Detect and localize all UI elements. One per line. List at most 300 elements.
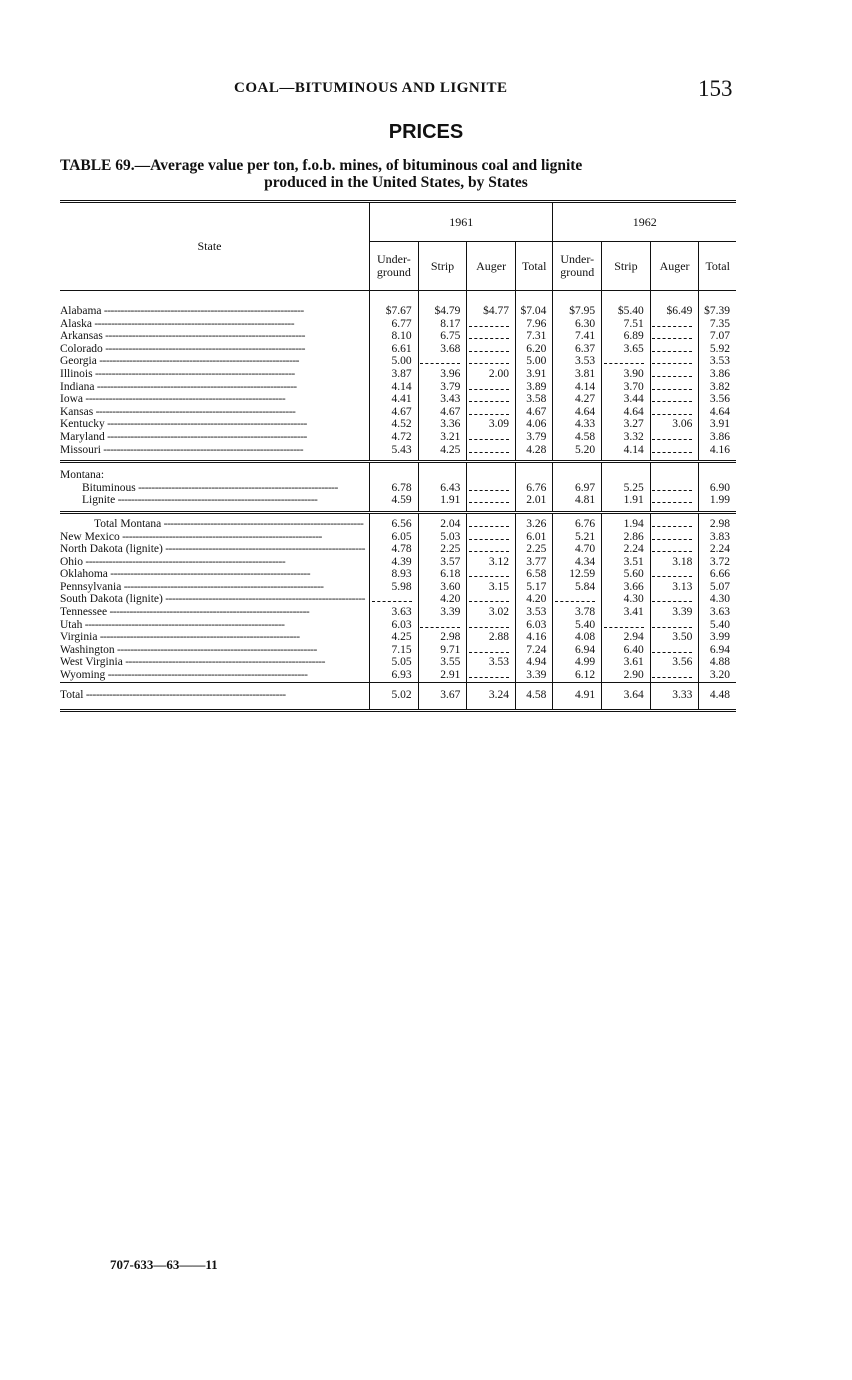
value-cell — [467, 462, 516, 482]
value-cell: $7.04 — [515, 305, 552, 318]
column-header: Total — [699, 242, 736, 291]
value-cell: 3.36 — [418, 418, 467, 431]
value-cell: 4.81 — [553, 494, 602, 512]
value-cell — [602, 355, 651, 368]
value-cell: 4.70 — [553, 543, 602, 556]
column-header: Under- ground — [370, 242, 419, 291]
state-cell: Alaska ----- — [60, 318, 370, 331]
value-cell — [650, 406, 699, 419]
value-cell: 6.43 — [418, 482, 467, 495]
value-cell: 4.52 — [370, 418, 419, 431]
value-cell — [650, 355, 699, 368]
value-cell: 4.39 — [370, 556, 419, 569]
table-row — [60, 368, 736, 381]
state-cell: Montana: — [60, 469, 105, 482]
table-row — [60, 593, 736, 606]
value-cell: 3.72 — [699, 556, 736, 569]
value-cell: 4.91 — [553, 682, 602, 711]
value-cell: 3.63 — [370, 606, 419, 619]
table-row — [60, 512, 736, 530]
value-cell: 3.78 — [553, 606, 602, 619]
value-cell: 3.83 — [699, 531, 736, 544]
table-row — [60, 444, 736, 462]
value-cell: 3.89 — [515, 381, 552, 394]
value-cell: 3.56 — [650, 656, 699, 669]
value-cell — [467, 512, 516, 530]
value-cell: 4.94 — [515, 656, 552, 669]
value-cell: 5.00 — [370, 355, 419, 368]
table-row — [60, 305, 736, 318]
value-cell: 4.48 — [699, 682, 736, 711]
column-header: Auger — [650, 242, 699, 291]
value-cell: 6.76 — [515, 482, 552, 495]
value-cell: 6.94 — [553, 644, 602, 657]
state-cell: Total ----- — [60, 682, 370, 711]
value-cell: 3.66 — [602, 581, 651, 594]
value-cell: 3.91 — [515, 368, 552, 381]
value-cell: 12.59 — [553, 568, 602, 581]
state-cell: West Virginia ----- — [60, 656, 370, 669]
value-cell — [467, 482, 516, 495]
table-row — [60, 619, 736, 632]
value-cell: $6.49 — [650, 305, 699, 318]
value-cell: 2.01 — [515, 494, 552, 512]
value-cell: 3.63 — [699, 606, 736, 619]
value-cell: 3.55 — [418, 656, 467, 669]
value-cell — [467, 593, 516, 606]
value-cell: 3.12 — [467, 556, 516, 569]
column-header: Strip — [418, 242, 467, 291]
price-table — [60, 200, 736, 712]
state-cell: Georgia ----- — [60, 355, 370, 368]
value-cell: 3.18 — [650, 556, 699, 569]
value-cell — [650, 343, 699, 356]
value-cell — [467, 669, 516, 682]
group-heading-row — [60, 462, 736, 482]
value-cell: 1.99 — [699, 494, 736, 512]
value-cell: $7.95 — [553, 305, 602, 318]
value-cell — [650, 494, 699, 512]
value-cell — [650, 593, 699, 606]
value-cell — [467, 568, 516, 581]
value-cell — [418, 462, 467, 482]
value-cell: 4.88 — [699, 656, 736, 669]
value-cell: 3.77 — [515, 556, 552, 569]
value-cell: 2.25 — [515, 543, 552, 556]
value-cell: 4.16 — [515, 631, 552, 644]
value-cell: 6.97 — [553, 482, 602, 495]
value-cell: $4.77 — [467, 305, 516, 318]
state-cell: Indiana ----- — [60, 381, 370, 394]
value-cell — [602, 619, 651, 632]
value-cell — [553, 291, 602, 306]
value-cell — [467, 431, 516, 444]
table-row — [60, 343, 736, 356]
value-cell: 5.03 — [418, 531, 467, 544]
value-cell: 3.87 — [370, 368, 419, 381]
table-row — [60, 330, 736, 343]
value-cell: 1.94 — [602, 512, 651, 530]
value-cell: 2.00 — [467, 368, 516, 381]
value-cell — [602, 291, 651, 306]
year-header: 1962 — [553, 202, 736, 242]
state-cell: Ohio ----- — [60, 556, 370, 569]
table-row — [60, 431, 736, 444]
value-cell — [650, 619, 699, 632]
value-cell: 3.82 — [699, 381, 736, 394]
value-cell: 4.16 — [699, 444, 736, 462]
value-cell: 3.02 — [467, 606, 516, 619]
state-cell: New Mexico ----- — [60, 531, 370, 544]
print-code: 707-633—63——11 — [110, 1257, 218, 1272]
value-cell: 3.21 — [418, 431, 467, 444]
value-cell: 6.05 — [370, 531, 419, 544]
value-cell: 4.64 — [602, 406, 651, 419]
value-cell: 4.58 — [553, 431, 602, 444]
value-cell: 2.98 — [418, 631, 467, 644]
value-cell: $7.67 — [370, 305, 419, 318]
value-cell: 2.91 — [418, 669, 467, 682]
value-cell — [650, 512, 699, 530]
value-cell: 3.27 — [602, 418, 651, 431]
value-cell — [467, 381, 516, 394]
value-cell: 6.61 — [370, 343, 419, 356]
value-cell: 3.81 — [553, 368, 602, 381]
table-row — [60, 556, 736, 569]
value-cell: 5.84 — [553, 581, 602, 594]
value-cell — [467, 393, 516, 406]
value-cell — [699, 291, 736, 306]
value-cell — [650, 444, 699, 462]
value-cell: 6.37 — [553, 343, 602, 356]
value-cell — [467, 343, 516, 356]
value-cell: 9.71 — [418, 644, 467, 657]
value-cell — [650, 393, 699, 406]
value-cell: 6.18 — [418, 568, 467, 581]
value-cell — [467, 494, 516, 512]
value-cell: 6.20 — [515, 343, 552, 356]
value-cell — [467, 318, 516, 331]
value-cell: 3.65 — [602, 343, 651, 356]
value-cell — [650, 462, 699, 482]
value-cell: 3.53 — [515, 606, 552, 619]
value-cell: 3.64 — [602, 682, 651, 711]
value-cell: 3.99 — [699, 631, 736, 644]
value-cell: 1.91 — [602, 494, 651, 512]
value-cell: 2.94 — [602, 631, 651, 644]
value-cell: 4.20 — [418, 593, 467, 606]
table-row — [60, 568, 736, 581]
section-title: PRICES — [388, 121, 464, 143]
value-cell: 3.41 — [602, 606, 651, 619]
value-cell: 6.03 — [370, 619, 419, 632]
value-cell: 3.20 — [699, 669, 736, 682]
value-cell: 6.77 — [370, 318, 419, 331]
value-cell: 4.99 — [553, 656, 602, 669]
value-cell: 5.60 — [602, 568, 651, 581]
value-cell: 3.53 — [553, 355, 602, 368]
value-cell — [467, 330, 516, 343]
state-cell: Tennessee ----- — [60, 606, 370, 619]
value-cell — [467, 543, 516, 556]
value-cell: 3.70 — [602, 381, 651, 394]
state-cell: Washington ----- — [60, 644, 370, 657]
value-cell: 3.39 — [515, 669, 552, 682]
value-cell: 4.34 — [553, 556, 602, 569]
value-cell: 3.86 — [699, 431, 736, 444]
value-cell: 2.24 — [602, 543, 651, 556]
value-cell: 4.14 — [553, 381, 602, 394]
value-cell: 5.21 — [553, 531, 602, 544]
value-cell: 3.39 — [418, 606, 467, 619]
value-cell — [515, 462, 552, 482]
value-cell: 3.53 — [699, 355, 736, 368]
value-cell: 3.79 — [418, 381, 467, 394]
value-cell: 3.51 — [602, 556, 651, 569]
value-cell: 6.94 — [699, 644, 736, 657]
value-cell: 4.30 — [699, 593, 736, 606]
table-row — [60, 381, 736, 394]
state-cell: Alabama ----- — [60, 305, 370, 318]
value-cell: 7.15 — [370, 644, 419, 657]
value-cell — [467, 619, 516, 632]
value-cell: 3.13 — [650, 581, 699, 594]
value-cell: 3.61 — [602, 656, 651, 669]
value-cell: 2.86 — [602, 531, 651, 544]
value-cell: 3.09 — [467, 418, 516, 431]
value-cell: 4.28 — [515, 444, 552, 462]
value-cell: 5.00 — [515, 355, 552, 368]
value-cell: 7.31 — [515, 330, 552, 343]
column-header: Total — [515, 242, 552, 291]
state-cell: Total Montana ----- — [60, 512, 370, 530]
value-cell: 8.10 — [370, 330, 419, 343]
value-cell: 5.17 — [515, 581, 552, 594]
value-cell — [553, 462, 602, 482]
state-cell: Kansas ----- — [60, 406, 370, 419]
state-cell: Maryland ----- — [60, 431, 370, 444]
value-cell: 6.30 — [553, 318, 602, 331]
value-cell: 4.58 — [515, 682, 552, 711]
value-cell: $7.39 — [699, 305, 736, 318]
value-cell — [650, 531, 699, 544]
value-cell: 3.06 — [650, 418, 699, 431]
value-cell: 4.30 — [602, 593, 651, 606]
table-row — [60, 418, 736, 431]
value-cell — [650, 291, 699, 306]
spacer-row — [60, 291, 736, 306]
value-cell: 2.90 — [602, 669, 651, 682]
value-cell: 3.26 — [515, 512, 552, 530]
table-row — [60, 644, 736, 657]
state-cell: South Dakota (lignite) ----- — [60, 593, 370, 606]
value-cell — [370, 593, 419, 606]
value-cell — [467, 291, 516, 306]
state-cell: Kentucky ----- — [60, 418, 370, 431]
value-cell: $5.40 — [602, 305, 651, 318]
value-cell: 3.44 — [602, 393, 651, 406]
table-row — [60, 482, 736, 495]
value-cell: 7.51 — [602, 318, 651, 331]
value-cell: 3.56 — [699, 393, 736, 406]
value-cell: 3.58 — [515, 393, 552, 406]
table-row — [60, 531, 736, 544]
value-cell — [418, 291, 467, 306]
value-cell: 4.33 — [553, 418, 602, 431]
value-cell: 3.43 — [418, 393, 467, 406]
value-cell: 4.67 — [370, 406, 419, 419]
value-cell: 3.39 — [650, 606, 699, 619]
value-cell: 5.25 — [602, 482, 651, 495]
value-cell — [650, 431, 699, 444]
value-cell: 4.25 — [370, 631, 419, 644]
table-row — [60, 318, 736, 331]
value-cell — [467, 644, 516, 657]
value-cell: 3.90 — [602, 368, 651, 381]
value-cell: 2.25 — [418, 543, 467, 556]
value-cell — [650, 318, 699, 331]
value-cell — [650, 368, 699, 381]
caption-line-2: produced in the United States, by States — [264, 174, 528, 191]
value-cell: 4.20 — [515, 593, 552, 606]
value-cell: 4.06 — [515, 418, 552, 431]
value-cell: 4.72 — [370, 431, 419, 444]
column-header: Strip — [602, 242, 651, 291]
value-cell: 4.25 — [418, 444, 467, 462]
state-cell: Virginia ----- — [60, 631, 370, 644]
column-header: Auger — [467, 242, 516, 291]
value-cell: 3.53 — [467, 656, 516, 669]
column-header: Under- ground — [553, 242, 602, 291]
state-cell: Lignite ----- — [60, 494, 370, 512]
value-cell — [418, 355, 467, 368]
state-cell: Oklahoma ----- — [60, 568, 370, 581]
value-cell — [467, 531, 516, 544]
value-cell: 6.56 — [370, 512, 419, 530]
value-cell — [418, 619, 467, 632]
value-cell: 8.93 — [370, 568, 419, 581]
value-cell — [467, 444, 516, 462]
table-row — [60, 393, 736, 406]
value-cell: 8.17 — [418, 318, 467, 331]
table-row — [60, 494, 736, 512]
table-row — [60, 581, 736, 594]
value-cell — [650, 330, 699, 343]
value-cell: 6.40 — [602, 644, 651, 657]
value-cell: 6.90 — [699, 482, 736, 495]
table-row — [60, 631, 736, 644]
state-cell: Missouri ----- — [60, 444, 370, 462]
page-number: 153 — [698, 76, 733, 101]
value-cell: 3.32 — [602, 431, 651, 444]
value-cell: 4.67 — [418, 406, 467, 419]
value-cell: 6.12 — [553, 669, 602, 682]
table-row — [60, 669, 736, 682]
value-cell: 3.68 — [418, 343, 467, 356]
table-row — [60, 656, 736, 669]
value-cell — [370, 462, 419, 482]
value-cell: 5.02 — [370, 682, 419, 711]
value-cell: 3.50 — [650, 631, 699, 644]
year-header: 1961 — [370, 202, 553, 242]
total-row — [60, 682, 736, 711]
table-row — [60, 606, 736, 619]
value-cell: 3.15 — [467, 581, 516, 594]
value-cell: 6.78 — [370, 482, 419, 495]
state-cell: Utah ----- — [60, 619, 370, 632]
running-head — [0, 76, 852, 104]
value-cell: 3.86 — [699, 368, 736, 381]
value-cell: 4.59 — [370, 494, 419, 512]
state-column-header: State — [60, 202, 370, 291]
value-cell — [650, 482, 699, 495]
table-row — [60, 543, 736, 556]
value-cell — [467, 355, 516, 368]
value-cell: 4.64 — [553, 406, 602, 419]
value-cell: 3.24 — [467, 682, 516, 711]
value-cell — [650, 669, 699, 682]
value-cell: 4.78 — [370, 543, 419, 556]
value-cell — [553, 593, 602, 606]
value-cell: 7.41 — [553, 330, 602, 343]
table-row — [60, 355, 736, 368]
value-cell — [467, 406, 516, 419]
value-cell: 3.96 — [418, 368, 467, 381]
value-cell — [650, 381, 699, 394]
value-cell: 7.07 — [699, 330, 736, 343]
value-cell: 3.33 — [650, 682, 699, 711]
value-cell: 3.91 — [699, 418, 736, 431]
state-cell: North Dakota (lignite) ----- — [60, 543, 370, 556]
value-cell: 6.58 — [515, 568, 552, 581]
value-cell: 3.60 — [418, 581, 467, 594]
value-cell: 3.57 — [418, 556, 467, 569]
value-cell: 4.14 — [370, 381, 419, 394]
state-cell: Pennsylvania ----- — [60, 581, 370, 594]
value-cell: $4.79 — [418, 305, 467, 318]
value-cell: 3.79 — [515, 431, 552, 444]
value-cell: 6.89 — [602, 330, 651, 343]
value-cell: 6.66 — [699, 568, 736, 581]
value-cell — [515, 291, 552, 306]
value-cell: 5.07 — [699, 581, 736, 594]
value-cell: 4.08 — [553, 631, 602, 644]
state-cell: Arkansas ----- — [60, 330, 370, 343]
value-cell: 3.67 — [418, 682, 467, 711]
caption-line-1: TABLE 69.—Average value per ton, f.o.b. mines, of bituminous coal and lignite — [60, 157, 583, 174]
value-cell — [602, 462, 651, 482]
value-cell: 4.64 — [699, 406, 736, 419]
value-cell: 6.76 — [553, 512, 602, 530]
table-body — [60, 291, 736, 711]
state-cell: Colorado ----- — [60, 343, 370, 356]
value-cell: 4.27 — [553, 393, 602, 406]
state-cell — [60, 291, 370, 306]
value-cell: 5.20 — [553, 444, 602, 462]
value-cell: 4.41 — [370, 393, 419, 406]
table-caption — [60, 157, 740, 191]
value-cell: 2.24 — [699, 543, 736, 556]
value-cell — [650, 568, 699, 581]
value-cell: 6.01 — [515, 531, 552, 544]
value-cell: 1.91 — [418, 494, 467, 512]
state-cell: Illinois ----- — [60, 368, 370, 381]
state-cell: Bituminous ----- — [60, 482, 370, 495]
value-cell: 7.24 — [515, 644, 552, 657]
value-cell: 5.43 — [370, 444, 419, 462]
value-cell: 6.03 — [515, 619, 552, 632]
table-row — [60, 406, 736, 419]
